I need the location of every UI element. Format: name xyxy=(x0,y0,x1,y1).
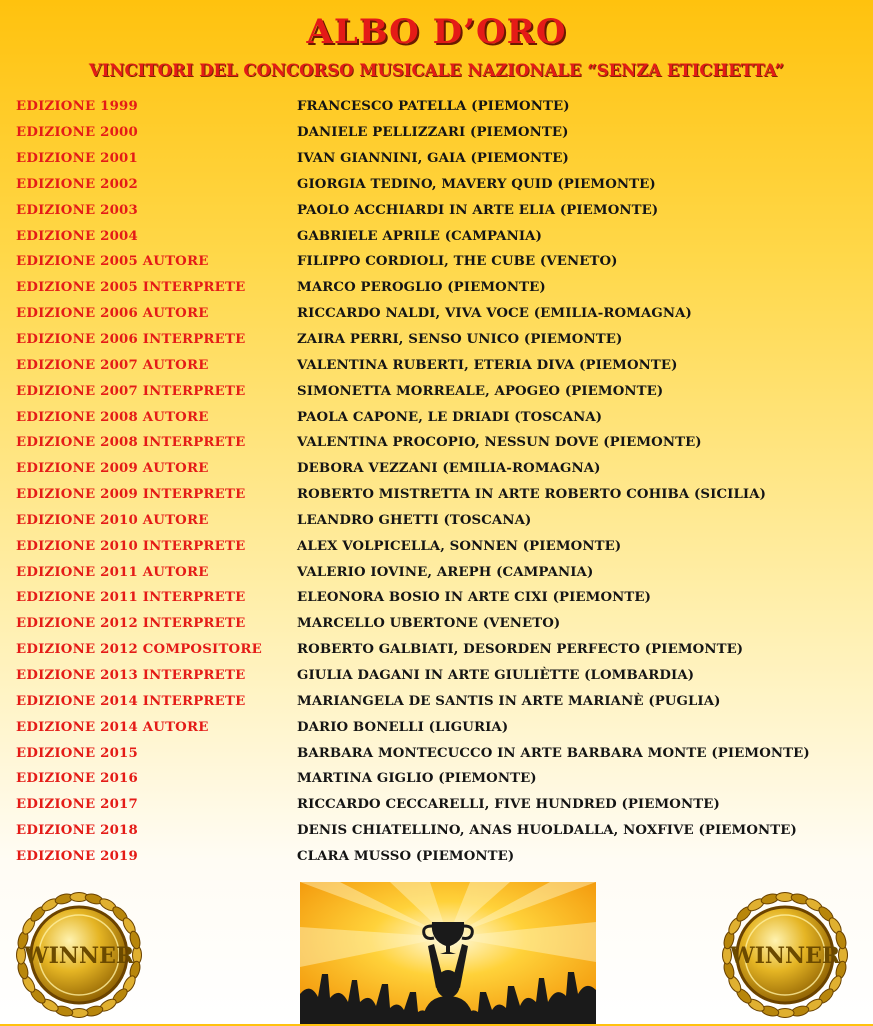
page-title: ALBO D’ORO xyxy=(306,12,567,52)
list-item xyxy=(16,585,866,611)
edition-label: EDIZIONE 2004 xyxy=(16,228,138,244)
list-item xyxy=(16,172,866,198)
winner-name: PAOLO ACCHIARDI IN ARTE ELIA (PIEMONTE) xyxy=(297,202,659,218)
edition-label: EDIZIONE 2018 xyxy=(16,823,138,839)
list-item xyxy=(16,301,866,327)
edition-label: EDIZIONE 2006 INTERPRETE xyxy=(16,332,246,348)
winner-name: IVAN GIANNINI, GAIA (PIEMONTE) xyxy=(297,151,569,167)
winner-name: GIORGIA TEDINO, MAVERY QUID (PIEMONTE) xyxy=(297,176,656,192)
page-subtitle: VINCITORI DEL CONCORSO MUSICALE NAZIONALE “SENZA ETICHETTA” xyxy=(88,61,785,80)
winner-name: ALEX VOLPICELLA, SONNEN (PIEMONTE) xyxy=(297,538,622,554)
list-item xyxy=(16,120,866,146)
list-item xyxy=(16,430,866,456)
list-item xyxy=(16,766,866,792)
list-item xyxy=(16,559,866,585)
edition-label: EDIZIONE 2001 xyxy=(16,151,138,167)
edition-label: EDIZIONE 2008 AUTORE xyxy=(16,409,209,425)
edition-label: EDIZIONE 2007 INTERPRETE xyxy=(16,383,246,399)
list-item xyxy=(16,456,866,482)
list-item xyxy=(16,197,866,223)
winner-name: RICCARDO CECCARELLI, FIVE HUNDRED (PIEMONTE) xyxy=(297,797,720,813)
list-item xyxy=(16,223,866,249)
winner-name: MARCO PEROGLIO (PIEMONTE) xyxy=(297,280,546,296)
edition-label: EDIZIONE 2009 INTERPRETE xyxy=(16,487,246,503)
edition-label: EDIZIONE 1999 xyxy=(16,99,138,115)
list-item xyxy=(16,533,866,559)
edition-label: EDIZIONE 2010 AUTORE xyxy=(16,512,209,528)
edition-label: EDIZIONE 2012 COMPOSITORE xyxy=(16,642,262,658)
winner-medal-icon xyxy=(718,888,852,1022)
list-item xyxy=(16,94,866,120)
edition-label: EDIZIONE 2014 INTERPRETE xyxy=(16,693,246,709)
edition-label: EDIZIONE 2002 xyxy=(16,176,138,192)
winner-name: MARIANGELA DE SANTIS IN ARTE MARIANÈ (PUGLIA) xyxy=(297,693,721,709)
winner-name: VALERIO IOVINE, AREPH (CAMPANIA) xyxy=(297,564,594,580)
list-item xyxy=(16,378,866,404)
winner-medal-icon xyxy=(12,888,146,1022)
winners-list xyxy=(16,94,866,869)
winner-name: PAOLA CAPONE, LE DRIADI (TOSCANA) xyxy=(297,409,603,425)
edition-label: EDIZIONE 2003 xyxy=(16,202,138,218)
winner-name: DANIELE PELLIZZARI (PIEMONTE) xyxy=(297,125,569,141)
edition-label: EDIZIONE 2014 AUTORE xyxy=(16,719,209,735)
list-item xyxy=(16,327,866,353)
winner-name: FRANCESCO PATELLA (PIEMONTE) xyxy=(297,99,570,115)
list-item xyxy=(16,275,866,301)
edition-label: EDIZIONE 2010 INTERPRETE xyxy=(16,538,246,554)
edition-label: EDIZIONE 2008 INTERPRETE xyxy=(16,435,246,451)
list-item xyxy=(16,663,866,689)
edition-label: EDIZIONE 2000 xyxy=(16,125,138,141)
winner-name: DENIS CHIATELLINO, ANAS HUOLDALLA, NOXFIVE (PIEMONTE) xyxy=(297,823,797,839)
edition-label: EDIZIONE 2012 INTERPRETE xyxy=(16,616,246,632)
winner-name: DARIO BONELLI (LIGURIA) xyxy=(297,719,509,735)
winner-name: VALENTINA PROCOPIO, NESSUN DOVE (PIEMONTE) xyxy=(297,435,702,451)
list-item xyxy=(16,740,866,766)
list-item xyxy=(16,146,866,172)
list-item xyxy=(16,611,866,637)
badge-label: WINNER xyxy=(23,943,135,969)
winner-name: CLARA MUSSO (PIEMONTE) xyxy=(297,848,515,864)
trophy-celebration-image xyxy=(300,882,596,1024)
edition-label: EDIZIONE 2007 AUTORE xyxy=(16,357,209,373)
badge-label: WINNER xyxy=(729,943,841,969)
winner-name: VALENTINA RUBERTI, ETERIA DIVA (PIEMONTE) xyxy=(297,357,678,373)
winner-name: LEANDRO GHETTI (TOSCANA) xyxy=(297,512,532,528)
list-item xyxy=(16,352,866,378)
list-item xyxy=(16,688,866,714)
list-item xyxy=(16,482,866,508)
winner-name: ROBERTO MISTRETTA IN ARTE ROBERTO COHIBA (SICILIA) xyxy=(297,487,767,503)
winner-name: RICCARDO NALDI, VIVA VOCE (EMILIA-ROMAGNA) xyxy=(297,306,692,322)
winner-name: SIMONETTA MORREALE, APOGEO (PIEMONTE) xyxy=(297,383,664,399)
edition-label: EDIZIONE 2019 xyxy=(16,848,138,864)
winner-name: MARTINA GIGLIO (PIEMONTE) xyxy=(297,771,537,787)
edition-label: EDIZIONE 2013 INTERPRETE xyxy=(16,667,246,683)
winner-name: GIULIA DAGANI IN ARTE GIULIÈTTE (LOMBARDIA) xyxy=(297,667,695,683)
edition-label: EDIZIONE 2016 xyxy=(16,771,138,787)
edition-label: EDIZIONE 2011 AUTORE xyxy=(16,564,209,580)
list-item xyxy=(16,637,866,663)
winner-name: ELEONORA BOSIO IN ARTE CIXI (PIEMONTE) xyxy=(297,590,652,606)
list-item xyxy=(16,792,866,818)
edition-label: EDIZIONE 2005 INTERPRETE xyxy=(16,280,246,296)
edition-label: EDIZIONE 2006 AUTORE xyxy=(16,306,209,322)
edition-label: EDIZIONE 2011 INTERPRETE xyxy=(16,590,246,606)
list-item xyxy=(16,508,866,534)
winner-name: BARBARA MONTECUCCO IN ARTE BARBARA MONTE (PIEMONTE) xyxy=(297,745,810,761)
edition-label: EDIZIONE 2005 AUTORE xyxy=(16,254,209,270)
list-item xyxy=(16,843,866,869)
winner-name: ZAIRA PERRI, SENSO UNICO (PIEMONTE) xyxy=(297,332,623,348)
list-item xyxy=(16,249,866,275)
list-item xyxy=(16,714,866,740)
list-item xyxy=(16,404,866,430)
winner-name: ROBERTO GALBIATI, DESORDEN PERFECTO (PIEMONTE) xyxy=(297,642,744,658)
winner-name: FILIPPO CORDIOLI, THE CUBE (VENETO) xyxy=(297,254,618,270)
winner-name: DEBORA VEZZANI (EMILIA-ROMAGNA) xyxy=(297,461,601,477)
edition-label: EDIZIONE 2015 xyxy=(16,745,138,761)
winner-name: GABRIELE APRILE (CAMPANIA) xyxy=(297,228,542,244)
winner-name: MARCELLO UBERTONE (VENETO) xyxy=(297,616,561,632)
edition-label: EDIZIONE 2017 xyxy=(16,797,138,813)
list-item xyxy=(16,818,866,844)
edition-label: EDIZIONE 2009 AUTORE xyxy=(16,461,209,477)
